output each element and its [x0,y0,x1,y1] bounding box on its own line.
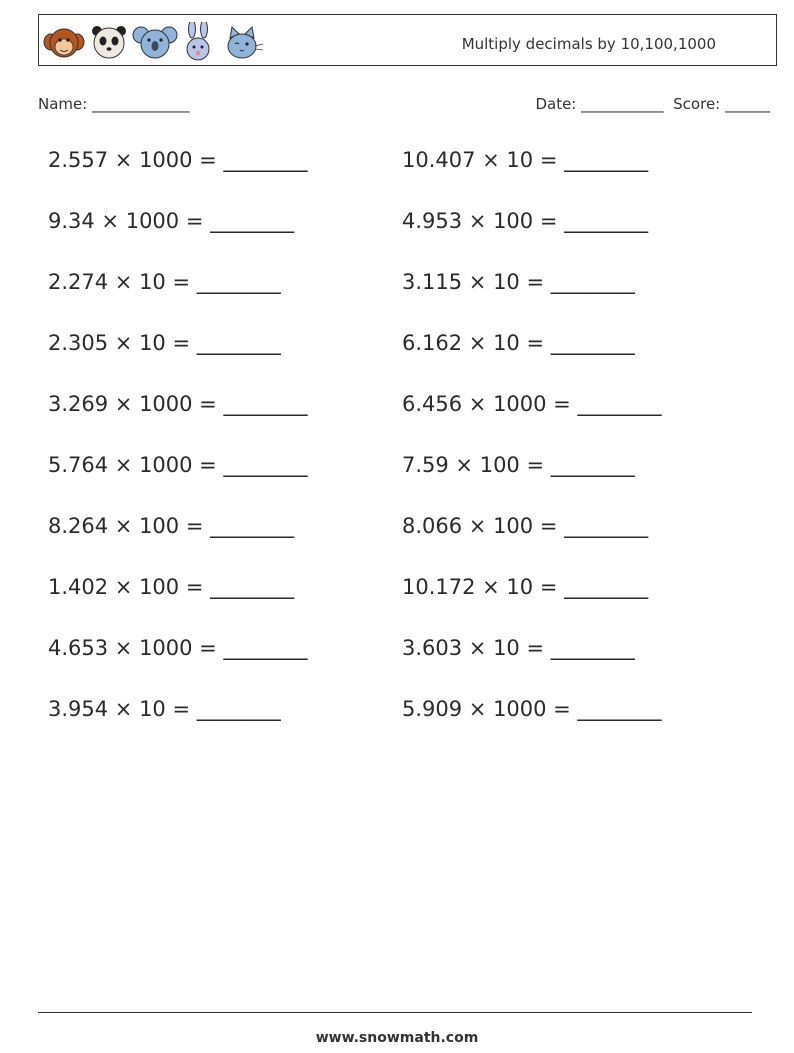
problem-left-4: 2.305 × 10 = ________ [48,331,281,355]
monkey-icon [44,29,84,57]
problem-right-6: 7.59 × 100 = ________ [402,453,635,477]
problem-right-7: 8.066 × 100 = ________ [402,514,649,538]
problem-left-8: 1.402 × 100 = ________ [48,575,295,599]
problem-right-5: 6.456 × 1000 = ________ [402,392,662,416]
problem-right-9: 3.603 × 10 = ________ [402,636,635,660]
problem-left-7: 8.264 × 100 = ________ [48,514,295,538]
koala-icon [133,27,177,58]
problem-left-2: 9.34 × 1000 = ________ [48,209,295,233]
problem-right-2: 4.953 × 100 = ________ [402,209,649,233]
name-field: Name: _____________ [38,95,190,113]
problem-left-5: 3.269 × 1000 = ________ [48,392,308,416]
problem-left-3: 2.274 × 10 = ________ [48,270,281,294]
rabbit-icon [187,22,209,60]
problem-left-10: 3.954 × 10 = ________ [48,697,281,721]
problem-left-9: 4.653 × 1000 = ________ [48,636,308,660]
problem-right-4: 6.162 × 10 = ________ [402,331,635,355]
problem-right-8: 10.172 × 10 = ________ [402,575,649,599]
panda-icon [92,26,126,58]
date-score-field: Date: ___________ Score: ______ [535,95,770,113]
worksheet-header [38,14,777,66]
footer-site-link[interactable]: www.snowmath.com [315,1030,479,1046]
problem-left-1: 2.557 × 1000 = ________ [48,148,308,172]
cat-icon [228,27,263,58]
worksheet-title: Multiply decimals by 10,100,1000 [461,35,716,53]
problem-right-3: 3.115 × 10 = ________ [402,270,635,294]
footer-divider [38,1012,752,1013]
animal-icons [41,22,271,62]
problem-left-6: 5.764 × 1000 = ________ [48,453,308,477]
problem-right-10: 5.909 × 1000 = ________ [402,697,662,721]
problem-right-1: 10.407 × 10 = ________ [402,148,649,172]
